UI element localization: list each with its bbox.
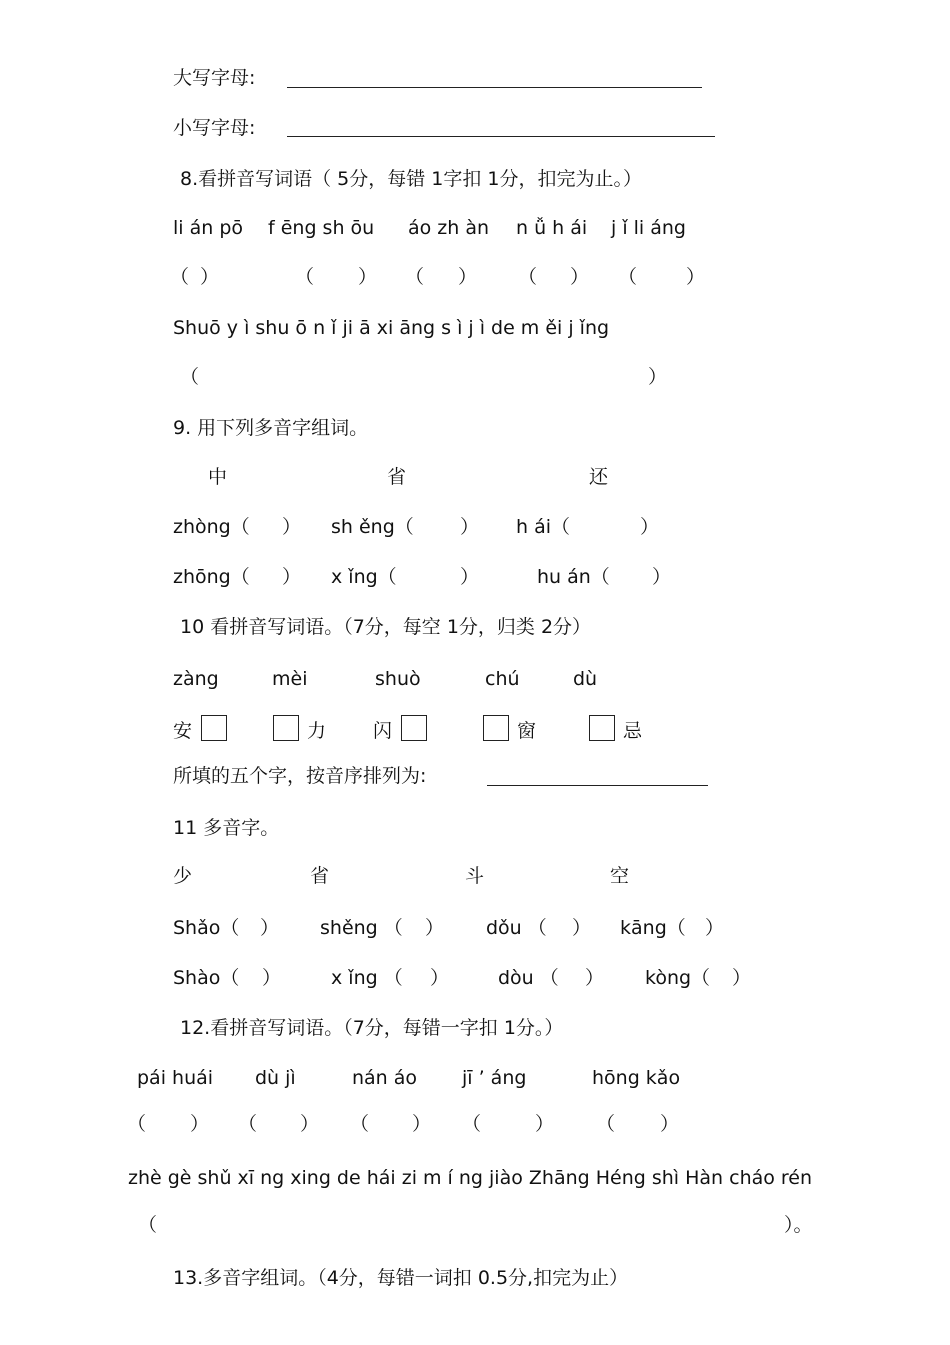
q12-sentence-pinyin: zhè gè shǔ xī ng xing de hái zi m í ng jiào Zhāng Héng shì Hàn cháo rén	[128, 1167, 813, 1189]
q9-r2-item2: x ǐng（	[331, 566, 397, 588]
q11-char-2: 省	[310, 865, 330, 887]
q12-paren-close-4: ）	[535, 1113, 555, 1135]
q11-r2-item2: x ǐng （	[331, 967, 403, 989]
q9-r1-item3: h ái（	[516, 516, 571, 538]
q12-sentence-paren-open: （	[138, 1214, 158, 1236]
q8-paren-open-2: （	[295, 266, 315, 288]
q10-char-2: 力	[307, 720, 327, 742]
q12-pinyin-1: pái huái	[137, 1067, 214, 1089]
lowercase-answer-line[interactable]	[287, 136, 715, 137]
q12-paren-open-2: （	[238, 1113, 258, 1135]
q8-pinyin-1: li án pō	[173, 217, 244, 239]
q8-sentence-paren-close: ）	[648, 366, 668, 388]
q11-r1-item3: dǒu （	[486, 917, 547, 939]
q8-paren-close-3: ）	[458, 266, 478, 288]
q11-title: 11 多音字。	[173, 817, 280, 839]
q11-char-4: 空	[610, 865, 630, 887]
q11-r1-item4: kāng（	[620, 917, 686, 939]
q12-paren-open-1: （	[127, 1113, 147, 1135]
lowercase-label: 小写字母:	[173, 117, 256, 139]
q12-title: 12.看拼音写词语。（7分，每错一字扣 1分。）	[180, 1017, 564, 1039]
q10-answer-box-3[interactable]	[401, 715, 427, 741]
q12-paren-open-5: （	[596, 1113, 616, 1135]
q10-answer-box-5[interactable]	[589, 715, 615, 741]
uppercase-answer-line[interactable]	[287, 87, 702, 88]
q9-r2-item1: zhōng（	[173, 566, 250, 588]
q8-paren-close-2: ）	[358, 266, 378, 288]
q12-pinyin-5: hōng kǎo	[592, 1067, 681, 1089]
q12-paren-open-3: （	[350, 1113, 370, 1135]
q10-answer-box-2[interactable]	[273, 715, 299, 741]
q10-title: 10 看拼音写词语。（7分，每空 1分，归类 2分）	[180, 616, 592, 638]
q10-pinyin-1: zàng	[173, 668, 219, 690]
q10-order-answer-line[interactable]	[487, 785, 708, 786]
q8-pinyin-5: j ǐ li áng	[611, 217, 686, 239]
q8-pinyin-4: n ǚ h ái	[516, 217, 588, 239]
q10-char-1: 安	[173, 720, 193, 742]
q11-r1-item1-close: ）	[260, 917, 280, 939]
q12-pinyin-2: dù jì	[255, 1067, 296, 1089]
q11-r2-item3-close: ）	[585, 967, 605, 989]
q11-r1-item2-close: ）	[425, 917, 445, 939]
q9-r1-item1: zhòng（	[173, 516, 250, 538]
q9-char-2: 省	[387, 466, 407, 488]
q10-char-3: 闪	[373, 720, 393, 742]
q10-char-4: 窗	[517, 720, 537, 742]
q11-r1-item2: shěng （	[320, 917, 403, 939]
q9-r2-item1-close: ）	[282, 566, 302, 588]
q11-r1-item1: Shǎo（	[173, 917, 240, 939]
q12-paren-close-2: ）	[300, 1113, 320, 1135]
q9-char-3: 还	[589, 466, 609, 488]
q8-pinyin-3: áo zh àn	[408, 217, 490, 239]
q8-paren-open-1: （	[170, 266, 190, 288]
q9-char-1: 中	[208, 466, 228, 488]
uppercase-label: 大写字母:	[173, 67, 256, 89]
q9-r1-item2: sh ěng（	[331, 516, 414, 538]
q10-answer-box-4[interactable]	[483, 715, 509, 741]
q11-r2-item2-close: ）	[430, 967, 450, 989]
q9-r1-item1-close: ）	[282, 516, 302, 538]
q12-paren-close-3: ）	[412, 1113, 432, 1135]
q8-paren-close-5: ）	[686, 266, 706, 288]
q9-r1-item3-close: ）	[640, 516, 660, 538]
q10-answer-box-1[interactable]	[201, 715, 227, 741]
q8-title: 8.看拼音写词语（ 5分，每错 1字扣 1分，扣完为止。）	[180, 168, 643, 190]
q11-r2-item1-close: ）	[262, 967, 282, 989]
q10-order-label: 所填的五个字，按音序排列为:	[173, 765, 427, 787]
q10-pinyin-5: dù	[573, 668, 598, 690]
q9-r1-item2-close: ）	[460, 516, 480, 538]
q9-r2-item2-close: ）	[460, 566, 480, 588]
q11-r2-item3: dòu （	[498, 967, 559, 989]
q11-r2-item1: Shào（	[173, 967, 240, 989]
q8-sentence-pinyin: Shuō y ì shu ō n ǐ ji ā xi āng s ì j ì de m ěi j ǐng	[173, 317, 610, 339]
q8-paren-close-1: ）	[200, 266, 220, 288]
q12-paren-close-1: ）	[190, 1113, 210, 1135]
q11-r2-item4-close: ）	[732, 967, 752, 989]
q8-paren-open-4: （	[518, 266, 538, 288]
q12-pinyin-3: nán áo	[352, 1067, 418, 1089]
q10-pinyin-2: mèi	[272, 668, 308, 690]
q8-paren-open-3: （	[405, 266, 425, 288]
q11-char-3: 斗	[465, 865, 485, 887]
q12-paren-open-4: （	[462, 1113, 482, 1135]
q11-r1-item3-close: ）	[572, 917, 592, 939]
q9-r2-item3: hu án（	[537, 566, 610, 588]
q11-r2-item4: kòng（	[645, 967, 711, 989]
q13-title: 13.多音字组词。（4分，每错一词扣 0.5分,扣完为止）	[173, 1267, 629, 1289]
q12-pinyin-4: jī ’ áng	[462, 1067, 527, 1089]
q9-r2-item3-close: ）	[652, 566, 672, 588]
q12-sentence-paren-close: ）。	[784, 1214, 813, 1236]
q8-paren-close-4: ）	[570, 266, 590, 288]
q12-paren-close-5: ）	[660, 1113, 680, 1135]
q9-title: 9. 用下列多音字组词。	[173, 417, 369, 439]
q10-pinyin-4: chú	[485, 668, 520, 690]
q11-r1-item4-close: ）	[705, 917, 725, 939]
q8-paren-open-5: （	[618, 266, 638, 288]
q11-char-1: 少	[173, 865, 193, 887]
q10-char-5: 忌	[623, 720, 643, 742]
q8-sentence-paren-open: （	[180, 366, 200, 388]
q8-pinyin-2: f ēng sh ōu	[268, 217, 375, 239]
q10-pinyin-3: shuò	[375, 668, 421, 690]
